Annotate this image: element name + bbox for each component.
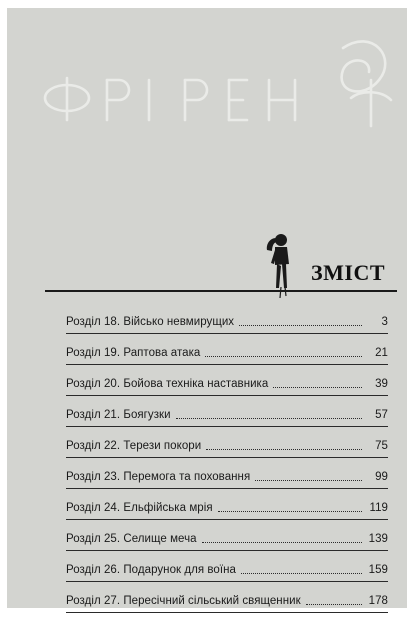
toc-entry-line xyxy=(66,559,388,582)
toc-dot-leader xyxy=(255,480,362,481)
title-watermark xyxy=(7,8,407,138)
toc-page-number: 178 xyxy=(368,594,388,607)
toc-dot-leader xyxy=(218,511,362,512)
toc-entry-line xyxy=(66,590,388,613)
toc-entry-line xyxy=(66,404,388,427)
toc-entry-line xyxy=(66,342,388,365)
toc-dot-leader xyxy=(206,449,362,450)
toc-dot-leader xyxy=(241,573,362,574)
toc-entry[interactable] xyxy=(66,342,388,365)
toc-entry[interactable] xyxy=(66,559,388,582)
toc-page-number: 75 xyxy=(375,439,388,452)
toc-entry-line xyxy=(66,528,388,551)
toc-entry[interactable] xyxy=(66,528,388,551)
toc-row-divider xyxy=(66,364,388,365)
toc-row-divider xyxy=(66,488,388,489)
toc-entry-line xyxy=(66,373,388,396)
toc-chapter-title: Розділ 19. Раптова атака xyxy=(66,346,201,359)
toc-page-number: 39 xyxy=(375,377,388,390)
toc-chapter-title: Розділ 21. Боягузки xyxy=(66,408,171,421)
contents-panel xyxy=(7,8,407,608)
toc-dot-leader xyxy=(202,542,362,543)
toc-page-number: 139 xyxy=(368,532,388,545)
toc-entry-line xyxy=(66,311,388,334)
toc-chapter-title: Розділ 27. Пересічний сільський священник xyxy=(66,594,301,607)
toc-page-number: 3 xyxy=(381,315,388,328)
toc-entry[interactable] xyxy=(66,404,388,427)
toc-dot-leader xyxy=(205,356,362,357)
contents-header xyxy=(45,233,397,323)
toc-entry-line xyxy=(66,497,388,520)
toc-row-divider xyxy=(66,612,388,613)
girl-silhouette-icon xyxy=(262,230,296,320)
toc-entry[interactable] xyxy=(66,435,388,458)
toc-page-number: 57 xyxy=(375,408,388,421)
toc-dot-leader xyxy=(239,325,362,326)
toc-row-divider xyxy=(66,457,388,458)
toc-chapter-title: Розділ 26. Подарунок для воїна xyxy=(66,563,236,576)
table-of-contents xyxy=(66,311,388,621)
page-title: ЗМІСТ xyxy=(311,260,385,285)
toc-page-number: 21 xyxy=(375,346,388,359)
toc-row-divider xyxy=(66,550,388,551)
toc-chapter-title: Розділ 23. Перемога та поховання xyxy=(66,470,251,483)
toc-row-divider xyxy=(66,519,388,520)
toc-row-divider xyxy=(66,426,388,427)
toc-entry[interactable] xyxy=(66,311,388,334)
toc-chapter-title: Розділ 22. Терези покори xyxy=(66,439,202,452)
toc-entry[interactable] xyxy=(66,590,388,613)
toc-chapter-title: Розділ 25. Селище меча xyxy=(66,532,197,545)
toc-row-divider xyxy=(66,581,388,582)
header-divider xyxy=(45,290,397,292)
toc-entry[interactable] xyxy=(66,373,388,396)
toc-chapter-title: Розділ 20. Бойова техніка наставника xyxy=(66,377,269,390)
toc-page-number: 99 xyxy=(375,470,388,483)
toc-dot-leader xyxy=(306,604,362,605)
toc-chapter-title: Розділ 18. Військо невмирущих xyxy=(66,315,235,328)
toc-dot-leader xyxy=(176,418,362,419)
toc-entry-line xyxy=(66,435,388,458)
toc-entry-line xyxy=(66,466,388,489)
toc-row-divider xyxy=(66,395,388,396)
toc-row-divider xyxy=(66,333,388,334)
toc-entry[interactable] xyxy=(66,497,388,520)
toc-page-number: 159 xyxy=(368,563,388,576)
toc-entry[interactable] xyxy=(66,466,388,489)
toc-chapter-title: Розділ 24. Ельфійська мрія xyxy=(66,501,213,514)
toc-page-number: 119 xyxy=(369,501,388,514)
toc-dot-leader xyxy=(273,387,362,388)
